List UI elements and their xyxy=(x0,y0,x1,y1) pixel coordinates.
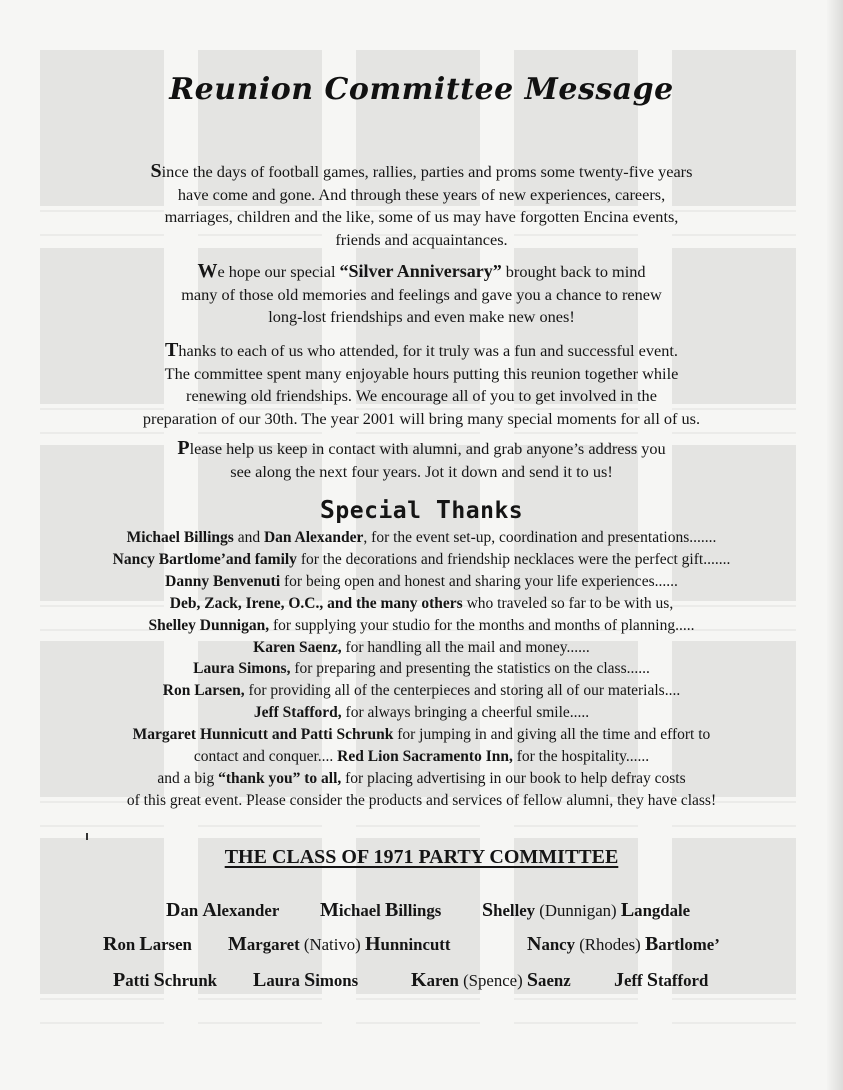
name-initial: D xyxy=(166,899,181,921)
paragraph-line: friends and acquaintances. xyxy=(335,229,508,249)
special-thanks-list xyxy=(70,527,773,812)
thanks-text: for being open and honest and sharing your life experiences...... xyxy=(280,572,678,590)
name-initial: J xyxy=(614,969,624,991)
drop-cap: W xyxy=(197,260,218,282)
name-initial: S xyxy=(153,969,165,991)
thanks-line xyxy=(70,790,773,812)
thanks-paragraph xyxy=(90,339,753,430)
contact-paragraph xyxy=(90,437,753,483)
stray-mark xyxy=(86,833,88,840)
name-part: eff xyxy=(624,971,647,990)
name-initial: S xyxy=(646,969,658,991)
silver-anniversary-paragraph xyxy=(90,260,753,329)
thanks-text: for supplying your studio for the months and months of planning..... xyxy=(269,616,695,634)
maiden-name: (Dunnigan) xyxy=(539,901,621,920)
maiden-name: (Nativo) xyxy=(303,935,365,954)
thanks-line xyxy=(70,571,773,593)
thanks-name: Shelley Dunnigan, xyxy=(148,616,270,634)
committee-title: THE CLASS OF 1971 PARTY COMMITTEE xyxy=(224,846,619,868)
name-part: tafford xyxy=(657,971,709,990)
thanks-line xyxy=(70,615,773,637)
committee-member xyxy=(166,899,279,922)
name-part: lexander xyxy=(216,901,280,920)
name-part: unnincutt xyxy=(380,935,451,954)
thanks-name: Jeff Stafford, xyxy=(253,704,342,722)
name-part: aren xyxy=(426,971,464,990)
name-part: aura xyxy=(266,971,305,990)
thanks-line xyxy=(70,746,773,768)
name-part: ancy xyxy=(541,935,580,954)
heading-cap: T xyxy=(435,495,452,524)
maiden-name: (Spence) xyxy=(463,971,527,990)
thanks-text: for the decorations and friendship necklaces were the perfect gift....... xyxy=(296,550,731,568)
page-title: Reunion Committee Message xyxy=(169,72,674,107)
name-part: illings xyxy=(398,901,442,920)
thanks-name: Laura Simons, xyxy=(193,660,291,678)
thanks-text: contact and conquer.... xyxy=(193,748,338,766)
name-initial: M xyxy=(228,933,247,955)
thanks-line xyxy=(70,637,773,659)
committee-member xyxy=(411,969,571,992)
thanks-text: and a big xyxy=(157,769,219,787)
heading-cap: S xyxy=(319,495,336,524)
paragraph-line: e hope our special xyxy=(217,262,340,281)
thanks-line xyxy=(70,549,773,571)
name-initial: K xyxy=(411,969,427,991)
heading-text: hanks xyxy=(451,498,524,524)
thanks-name: Karen Saenz, xyxy=(253,638,342,656)
thanks-text: for placing advertising in our book to help defray costs xyxy=(341,769,686,787)
name-part: atti xyxy=(125,971,154,990)
name-part: aenz xyxy=(538,971,571,990)
name-initial: L xyxy=(620,899,635,921)
name-initial: R xyxy=(103,933,118,955)
committee-member xyxy=(253,969,358,992)
thanks-name: Danny Benvenuti xyxy=(165,572,281,590)
name-initial: S xyxy=(304,969,316,991)
paragraph-line: lease help us keep in contact with alumni, and grab anyone’s address you xyxy=(189,439,666,458)
thanks-line xyxy=(70,527,773,549)
paragraph-line: renewing old friendships. We encourage all of you to get involved in the xyxy=(186,386,657,405)
thanks-name: Red Lion Sacramento Inn, xyxy=(337,748,513,766)
paragraph-line: see along the next four years. Jot it down and send it to us! xyxy=(230,461,613,481)
name-part: an xyxy=(180,901,203,920)
name-initial: L xyxy=(253,969,267,991)
name-part: angdale xyxy=(634,901,691,920)
name-part: argaret xyxy=(246,935,304,954)
committee-member xyxy=(228,933,450,956)
name-initial: P xyxy=(113,969,126,991)
thanks-text: , for the event set-up, coordination and presentations....... xyxy=(363,529,717,546)
committee-member xyxy=(527,933,720,956)
thanks-text: and xyxy=(233,529,264,546)
thanks-text: for jumping in and giving all the time and effort to xyxy=(393,726,711,744)
intro-paragraph xyxy=(90,160,753,251)
paragraph-line: preparation of our 30th. The year 2001 will bring many special moments for all of us. xyxy=(142,408,701,428)
thanks-line xyxy=(70,593,773,615)
name-part: artlome’ xyxy=(658,935,720,954)
name-part: imons xyxy=(315,971,359,990)
paragraph-line: brought back to mind xyxy=(501,262,646,281)
thanks-line xyxy=(70,702,773,724)
paragraph-line: ince the days of football games, rallies, parties and proms some twenty-five years xyxy=(161,162,693,181)
paragraph-line: hanks to each of us who attended, for it truly was a fun and successful event. xyxy=(178,341,678,360)
thanks-text: for preparing and presenting the statistics on the class...... xyxy=(290,660,650,678)
name-initial: N xyxy=(527,933,542,955)
name-initial: L xyxy=(139,933,153,955)
thanks-name: Dan Alexander xyxy=(263,529,364,546)
paragraph-line: have come and gone. And through these years of new experiences, careers, xyxy=(177,184,666,204)
name-initial: S xyxy=(482,899,494,921)
silver-anniversary-emphasis: “Silver Anniversary” xyxy=(339,261,502,281)
name-initial: S xyxy=(526,969,539,991)
special-thanks-heading xyxy=(0,495,843,524)
maiden-name: (Rhodes) xyxy=(579,935,645,954)
drop-cap: T xyxy=(165,339,179,361)
name-initial: A xyxy=(202,899,217,921)
paragraph-line: long-lost friendships and even make new ones! xyxy=(268,307,575,326)
thanks-line xyxy=(70,680,773,702)
name-initial: H xyxy=(364,933,381,955)
thanks-name: “thank you” to all, xyxy=(218,769,342,787)
drop-cap: S xyxy=(150,160,162,182)
thanks-line xyxy=(70,724,773,746)
committee-member xyxy=(482,899,690,922)
thanks-text: of this great event. Please consider the products and services of fellow alumni, they have class! xyxy=(126,791,717,809)
thanks-text: for always bringing a cheerful smile..... xyxy=(341,704,590,722)
name-part: ichael xyxy=(338,901,386,920)
committee-member xyxy=(320,899,441,922)
thanks-text: for providing all of the centerpieces and storing all of our materials.... xyxy=(244,682,681,700)
paragraph-line: marriages, children and the like, some of us may have forgotten Encina events, xyxy=(164,207,679,226)
name-part: arsen xyxy=(152,935,192,954)
name-initial: B xyxy=(644,933,659,955)
thanks-text: who traveled so far to be with us, xyxy=(462,594,674,612)
thanks-name: Michael Billings xyxy=(126,529,234,546)
name-part: on xyxy=(117,935,140,954)
thanks-name: Ron Larsen, xyxy=(162,682,245,700)
paragraph-line: The committee spent many enjoyable hours putting this reunion together while xyxy=(164,363,679,383)
name-part: chrunk xyxy=(164,971,218,990)
name-initial: B xyxy=(385,899,399,921)
committee-member xyxy=(113,969,217,992)
name-initial: M xyxy=(320,899,339,921)
thanks-name: Nancy Bartlome’and family xyxy=(112,550,297,568)
thanks-text: for the hospitality...... xyxy=(512,748,650,766)
thanks-text: for handling all the mail and money...... xyxy=(341,638,590,656)
drop-cap: P xyxy=(177,437,190,459)
thanks-name: Margaret Hunnicutt and Patti Schrunk xyxy=(132,726,394,744)
committee-member xyxy=(614,969,708,992)
thanks-line xyxy=(70,768,773,790)
committee-member xyxy=(103,933,192,956)
thanks-name: Deb, Zack, Irene, O.C., and the many others xyxy=(169,594,463,612)
heading-text: pecial xyxy=(335,498,436,524)
name-part: helley xyxy=(493,901,540,920)
thanks-line xyxy=(70,658,773,680)
paragraph-line: many of those old memories and feelings and gave you a chance to renew xyxy=(181,284,662,304)
